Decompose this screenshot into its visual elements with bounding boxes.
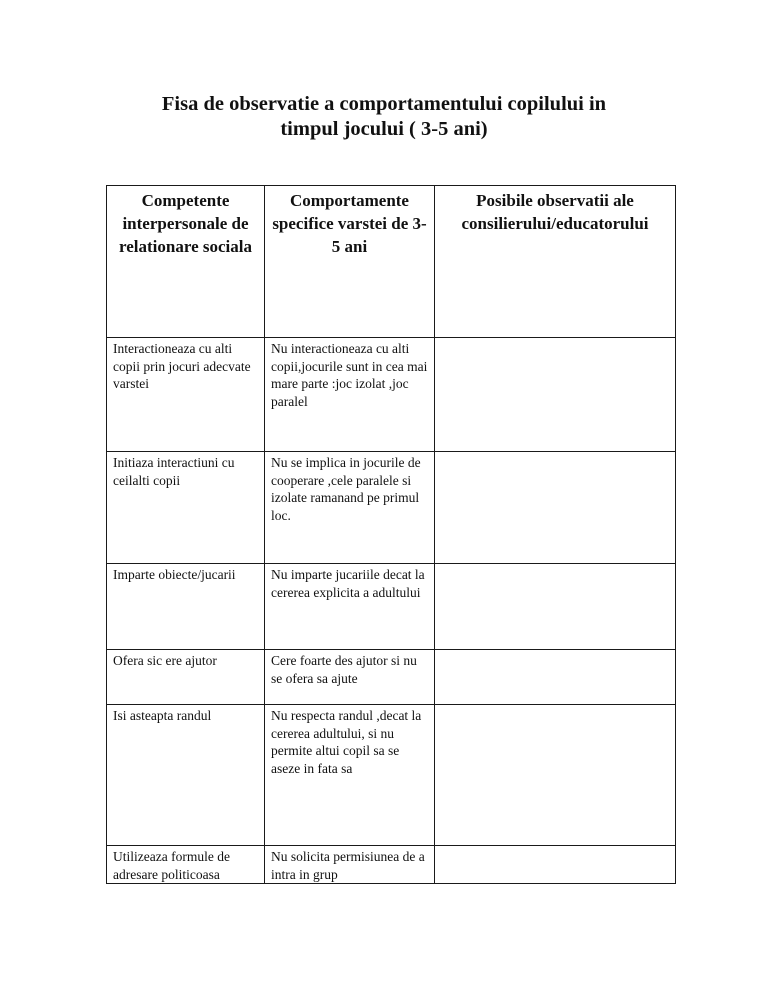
cell-observatii bbox=[435, 846, 676, 884]
cell-observatii bbox=[435, 564, 676, 650]
cell-competenta: Initiaza interactiuni cu ceilalti copii bbox=[107, 452, 265, 564]
cell-comportament: Nu solicita permisiunea de a intra in grup bbox=[265, 846, 435, 884]
cell-competenta: Isi asteapta randul bbox=[107, 705, 265, 846]
table-row bbox=[107, 564, 676, 650]
table-row bbox=[107, 452, 676, 564]
title-line-2: timpul jocului ( 3-5 ani) bbox=[280, 118, 488, 140]
cell-competenta: Interactioneaza cu alti copii prin jocuri adecvate varstei bbox=[107, 338, 265, 452]
cell-comportament: Nu respecta randul ,decat la cererea adultului, si nu permite altui copil sa se aseze in fata sa bbox=[265, 705, 435, 846]
cell-competenta: Imparte obiecte/jucarii bbox=[107, 564, 265, 650]
cell-observatii bbox=[435, 650, 676, 705]
table-row bbox=[107, 705, 676, 846]
cell-observatii bbox=[435, 452, 676, 564]
cell-observatii bbox=[435, 705, 676, 846]
title-line-1: Fisa de observatie a comportamentului copilului in bbox=[161, 93, 607, 115]
cell-comportament: Nu interactioneaza cu alti copii,jocurile sunt in cea mai mare parte :joc izolat ,joc paralel bbox=[265, 338, 435, 452]
cell-comportament: Cere foarte des ajutor si nu se ofera sa ajute bbox=[265, 650, 435, 705]
cell-observatii bbox=[435, 338, 676, 452]
cell-comportament: Nu se implica in jocurile de cooperare ,cele paralele si izolate ramanand pe primul loc. bbox=[265, 452, 435, 564]
header-comportamente: Comportamente specifice varstei de 3-5 ani bbox=[265, 186, 435, 338]
header-observatii: Posibile observatii ale consilierului/educatorului bbox=[435, 186, 676, 338]
cell-competenta: Ofera sic ere ajutor bbox=[107, 650, 265, 705]
observation-table bbox=[106, 185, 676, 884]
page-title bbox=[100, 92, 668, 142]
cell-competenta: Utilizeaza formule de adresare politicoasa bbox=[107, 846, 265, 884]
table-row bbox=[107, 650, 676, 705]
header-competente: Competente interpersonale de relationare sociala bbox=[107, 186, 265, 338]
table-row bbox=[107, 338, 676, 452]
table-header-row bbox=[107, 186, 676, 338]
table-row bbox=[107, 846, 676, 884]
cell-comportament: Nu imparte jucariile decat la cererea explicita a adultului bbox=[265, 564, 435, 650]
